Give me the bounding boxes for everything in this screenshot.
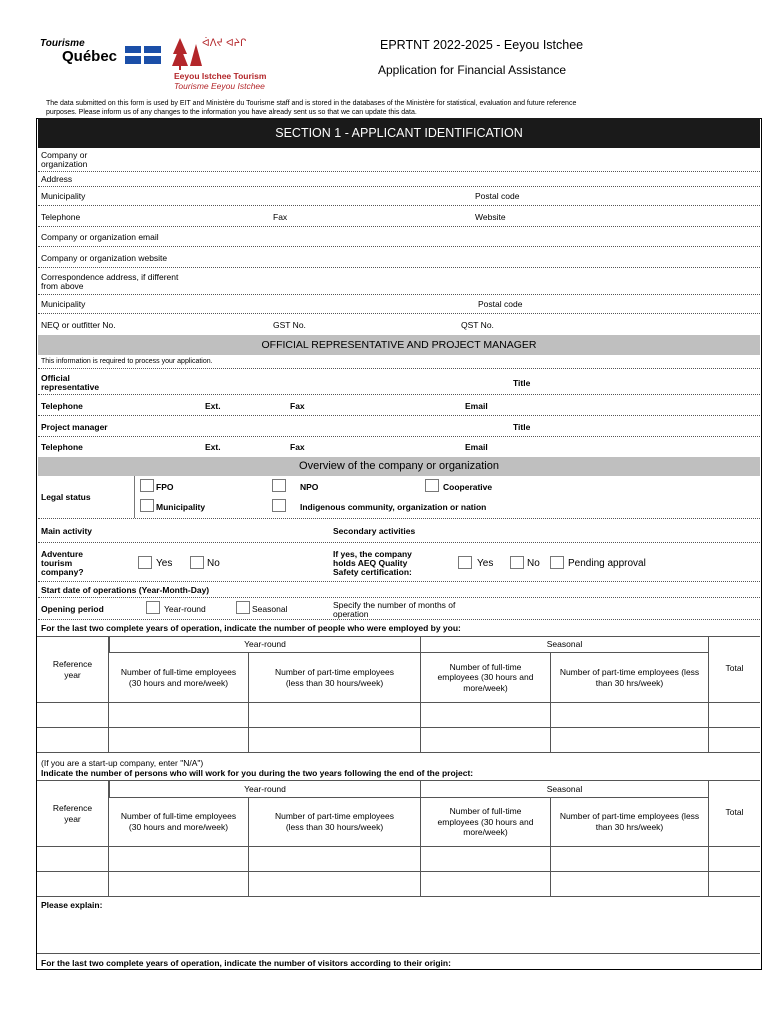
official-label-1: Official <box>41 373 70 383</box>
t1-r2-c1[interactable] <box>37 728 109 753</box>
company-label-2: organization <box>41 159 88 169</box>
adventure-yes-label: Yes <box>156 558 173 569</box>
t1-total-header: Total <box>709 637 760 703</box>
aeq-no-checkbox[interactable] <box>510 556 524 569</box>
aeq-yes-label: Yes <box>477 558 494 569</box>
t2-r2-c1[interactable] <box>37 872 109 897</box>
aeq-pending-checkbox[interactable] <box>550 556 564 569</box>
secondary-activities-label: Secondary activities <box>333 526 416 536</box>
legal-status-divider <box>134 476 135 518</box>
employed-question: For the last two complete years of operation, indicate the number of people who were employed by you: <box>41 623 461 633</box>
representative-note: This information is required to process your application. <box>41 358 213 365</box>
t2-r2-c3[interactable] <box>249 872 421 897</box>
t2-r1-c1[interactable] <box>37 847 109 872</box>
indigenous-label: Indigenous community, organization or nation <box>300 502 487 512</box>
form-subtitle: Application for Financial Assistance <box>378 63 567 77</box>
npo-label: NPO <box>300 482 319 492</box>
logo-quebec-text: Québec <box>62 48 118 65</box>
t2-ref-year-header: Reference year <box>37 781 109 847</box>
aeq-label-3: Safety certification: <box>333 567 412 577</box>
eeyou-istchee-logo <box>172 34 282 92</box>
neq-label: NEQ or outfitter No. <box>41 320 116 330</box>
municipality-label: Municipality <box>41 191 86 201</box>
legal-status-label: Legal status <box>41 492 91 502</box>
section1-title: SECTION 1 - APPLICANT IDENTIFICATION <box>275 126 523 140</box>
specify-months-label-2: operation <box>333 609 369 619</box>
correspondence-label-2: from above <box>41 281 84 291</box>
t1-r1-c1[interactable] <box>37 703 109 728</box>
year-round-label: Year-round <box>164 604 206 614</box>
t1-r1-c5[interactable] <box>551 703 709 728</box>
t1-r2-c6[interactable] <box>709 728 760 753</box>
t2-r2-c2[interactable] <box>109 872 249 897</box>
npo-checkbox[interactable] <box>272 479 286 492</box>
telephone-label: Telephone <box>41 212 81 222</box>
logo-cree-text: ᐋᐱᔪ ᐊᔨᒋ <box>202 38 247 49</box>
fax-label: Fax <box>273 212 288 222</box>
t1-ref-year-header: Reference year <box>37 637 109 703</box>
t1-pt-yr-header: Number of part-time employees (less than 30 hours/week) <box>249 653 421 703</box>
future-question: Indicate the number of persons who will work for you during the two years following the end of the project: <box>41 768 474 778</box>
rep-telephone-label: Telephone <box>41 401 83 411</box>
section1-banner <box>38 118 760 148</box>
adventure-label-1: Adventure <box>41 549 84 559</box>
correspondence-label-1: Correspondence address, if different <box>41 272 179 282</box>
logo-ee-line2: Tourisme Eeyou Istchee <box>174 81 265 91</box>
t1-seasonal-header: Seasonal <box>421 637 709 653</box>
please-explain-field[interactable] <box>37 896 760 954</box>
overview-title: Overview of the company or organization <box>299 460 499 472</box>
rep-email-label: Email <box>465 401 488 411</box>
aeq-label-2: holds AEQ Quality <box>333 558 408 568</box>
adventure-no-label: No <box>207 558 220 569</box>
year-round-checkbox[interactable] <box>146 601 160 614</box>
qst-label: QST No. <box>461 320 494 330</box>
t1-r1-c2[interactable] <box>109 703 249 728</box>
overview-banner <box>38 457 760 476</box>
t2-r1-c4[interactable] <box>421 847 551 872</box>
pm-title-label: Title <box>513 422 531 432</box>
visitors-question: For the last two complete years of operation, indicate the number of visitors according to their origin: <box>41 958 451 968</box>
logo-tourisme-text: Tourisme <box>40 38 85 49</box>
t2-r2-c6[interactable] <box>709 872 760 897</box>
t2-r1-c6[interactable] <box>709 847 760 872</box>
please-explain-label: Please explain: <box>41 900 103 910</box>
postal-code-label: Postal code <box>475 191 520 201</box>
specify-months-label-1: Specify the number of months of <box>333 600 456 610</box>
adventure-yes-checkbox[interactable] <box>138 556 152 569</box>
form-title: EPRTNT 2022-2025 - Eeyou Istchee <box>380 38 584 52</box>
main-activity-label: Main activity <box>41 526 93 536</box>
rep-ext-label: Ext. <box>205 401 221 411</box>
t2-r1-c2[interactable] <box>109 847 249 872</box>
t2-total-header: Total <box>709 781 760 847</box>
t1-ft-yr-header: Number of full-time employees (30 hours and more/week) <box>109 653 249 703</box>
t2-seasonal-header: Seasonal <box>421 781 709 798</box>
aeq-label-1: If yes, the company <box>333 549 412 559</box>
municipality-status-label: Municipality <box>156 502 206 512</box>
t2-r2-c4[interactable] <box>421 872 551 897</box>
municipality2-label: Municipality <box>41 299 86 309</box>
seasonal-label: Seasonal <box>252 604 288 614</box>
t1-r2-c3[interactable] <box>249 728 421 753</box>
disclaimer-line-2: purposes. Please inform us of any changes to the information you have already sent us so that we can update this data. <box>46 109 417 116</box>
pm-email-label: Email <box>465 442 488 452</box>
fleur-de-lis-flag-icon <box>125 46 161 64</box>
aeq-no-label: No <box>527 558 540 569</box>
official-title-label: Title <box>513 378 531 388</box>
t1-r2-c2[interactable] <box>109 728 249 753</box>
representative-title: OFFICIAL REPRESENTATIVE AND PROJECT MANAGER <box>261 339 537 351</box>
representative-banner <box>38 335 760 355</box>
t2-pt-yr-header: Number of part-time employees (less than 30 hours/week) <box>249 798 421 847</box>
postal-code2-label: Postal code <box>478 299 523 309</box>
t2-r2-c5[interactable] <box>551 872 709 897</box>
t1-ft-s-header: Number of full-time employees (30 hours and more/week) <box>421 653 551 703</box>
disclaimer-line-1: The data submitted on this form is used by EIT and Ministère du Tourisme staff and is stored in the databases of the Ministère for statistical, evaluation and future reference <box>46 100 577 107</box>
adventure-label-3: company? <box>41 567 84 577</box>
email-label: Company or organization email <box>41 232 159 242</box>
opening-period-label: Opening period <box>41 604 104 614</box>
t2-r1-c3[interactable] <box>249 847 421 872</box>
t2-ft-yr-header: Number of full-time employees (30 hours and more/week) <box>109 798 249 847</box>
address-label: Address <box>41 174 73 184</box>
municipality-checkbox[interactable] <box>140 499 154 512</box>
pm-telephone-label: Telephone <box>41 442 83 452</box>
indigenous-checkbox[interactable] <box>272 499 286 512</box>
t1-r1-c4[interactable] <box>421 703 551 728</box>
tent-tree-icon <box>172 36 204 70</box>
rep-fax-label: Fax <box>290 401 305 411</box>
gst-label: GST No. <box>273 320 306 330</box>
cooperative-label: Cooperative <box>443 482 493 492</box>
startup-note: (If you are a start-up company, enter "N/A") <box>41 758 204 768</box>
logo-ee-line1: Eeyou Istchee Tourism <box>174 71 267 81</box>
org-website-label: Company or organization website <box>41 253 168 263</box>
pm-fax-label: Fax <box>290 442 305 452</box>
t1-pt-s-header: Number of part-time employees (less than 30 hrs/week) <box>551 653 709 703</box>
t2-year-round-header: Year-round <box>109 781 421 798</box>
employees-past-table <box>37 636 760 754</box>
quebec-logo <box>40 38 165 68</box>
official-label-2: representative <box>41 382 100 392</box>
cooperative-checkbox[interactable] <box>425 479 439 492</box>
pm-ext-label: Ext. <box>205 442 221 452</box>
seasonal-checkbox[interactable] <box>236 601 250 614</box>
t1-r1-c3[interactable] <box>249 703 421 728</box>
adventure-label-2: tourism <box>41 558 73 568</box>
project-manager-label: Project manager <box>41 422 108 432</box>
t1-r2-c5[interactable] <box>551 728 709 753</box>
aeq-pending-label: Pending approval <box>568 558 646 569</box>
t2-pt-s-header: Number of part-time employees (less than 30 hrs/week) <box>551 798 709 847</box>
company-label-1: Company or <box>41 150 88 160</box>
adventure-no-checkbox[interactable] <box>190 556 204 569</box>
website-label: Website <box>475 212 506 222</box>
employees-future-table <box>37 780 760 896</box>
t1-year-round-header: Year-round <box>109 637 421 653</box>
aeq-yes-checkbox[interactable] <box>458 556 472 569</box>
t1-r2-c4[interactable] <box>421 728 551 753</box>
t1-r1-c6[interactable] <box>709 703 760 728</box>
t2-ft-s-header: Number of full-time employees (30 hours and more/week) <box>421 798 551 847</box>
fpo-label: FPO <box>156 482 174 492</box>
t2-r1-c5[interactable] <box>551 847 709 872</box>
start-date-label: Start date of operations (Year-Month-Day) <box>41 585 210 595</box>
fpo-checkbox[interactable] <box>140 479 154 492</box>
